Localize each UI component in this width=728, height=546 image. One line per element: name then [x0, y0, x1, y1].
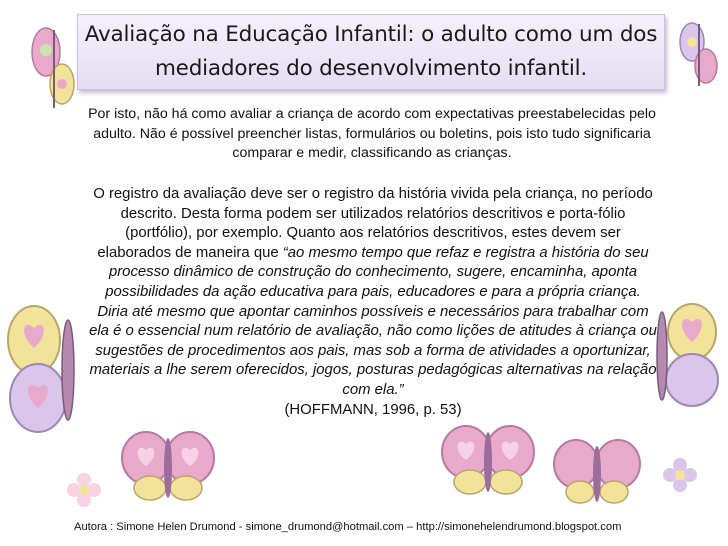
- butterfly-top-right-icon: [676, 18, 722, 90]
- citation: (HOFFMANN, 1996, p. 53): [284, 401, 462, 418]
- paragraph-1: Por isto, não há como avaliar a criança de acordo com expectativas preestabelecidas pelo adulto. Não é possível preencher listas, formulários ou boletins, pois isto tudo significaria comparar e medir, classificando as crianças.: [88, 106, 656, 161]
- flower-bottom-left-icon: [64, 470, 104, 510]
- butterfly-bottom-left-icon: [120, 428, 216, 504]
- butterfly-bottom-right-icon: [552, 436, 642, 510]
- flower-bottom-right-icon: [660, 455, 700, 495]
- butterfly-left-large-icon: [4, 300, 84, 440]
- paragraph-2-intro: O registro da avaliação deve ser o registro da história vivida pela criança, no período descrito. Desta forma podem ser utilizados relatórios descritivos e porta-fólio (portfólio), por exemplo. Quanto aos relatórios descritivos, estes devem ser elaborados de maneira que: [93, 186, 653, 261]
- slide-title: Avaliação na Educação Infantil: o adulto como um dos mediadores do desenvolvimento infantil.: [84, 22, 658, 81]
- butterfly-top-left-icon: [28, 22, 80, 112]
- hoffmann-quote: “ao mesmo tempo que refaz e registra a história do seu processo dinâmico de construção do conhecimento, sugere, encaminha, aponta possibilidades da ação educativa para pais, educadores e para a própria criança. Diria até mesmo que apontar caminhos possíveis e necessários para trabalhar com ela é o essencial num relatório de avaliação, não como lições de atitudes à criança ou sugestões de procedimentos aos pais, mas sob a forma de atividades a oportunizar, materiais a lhe serem oferecidos, jogos, posturas pedagógicas alternativas na relação com ela.”: [89, 244, 657, 398]
- butterfly-right-large-icon: [652, 300, 724, 410]
- paragraph-2: [88, 185, 658, 420]
- author-footer: Autora : Simone Helen Drumond - simone_drumond@hotmail.com – http://simonehelendrumond.blogspot.com: [74, 521, 622, 533]
- butterfly-bottom-center-icon: [440, 420, 536, 500]
